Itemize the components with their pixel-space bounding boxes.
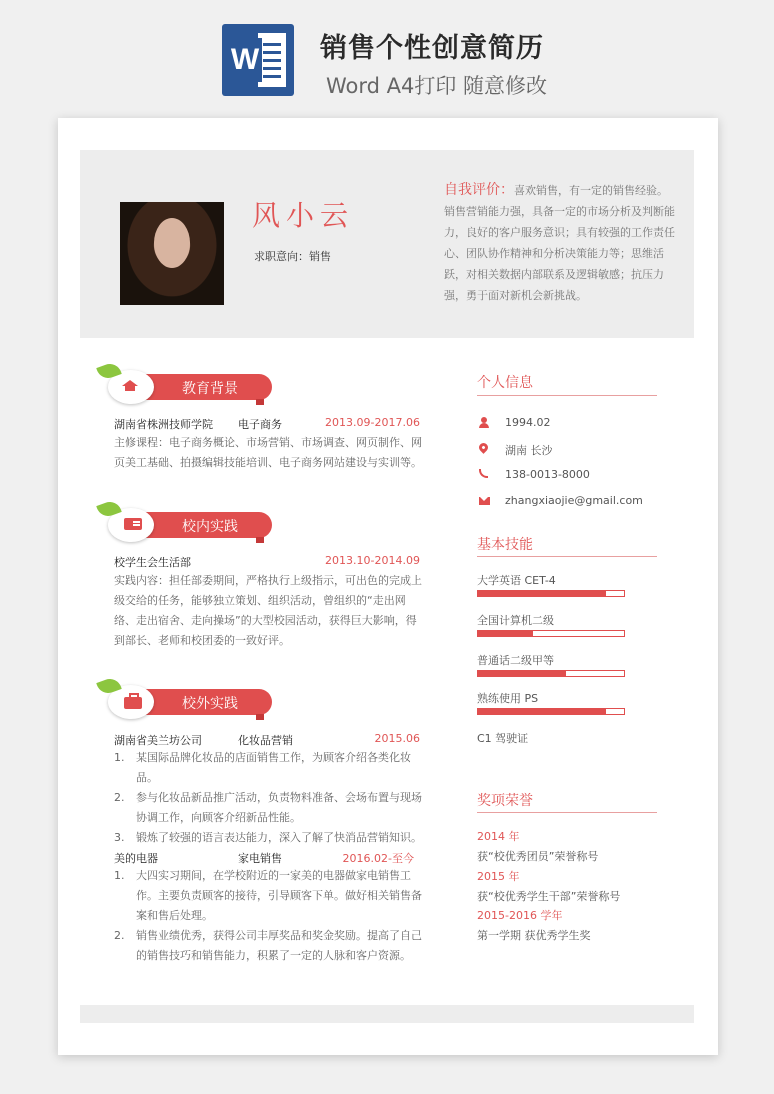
resume-page: 风小云 求职意向：销售 自我评价：喜欢销售，有一定的销售经验。销售营销能力强，具备一定的市场分析及判断能力，良好的客户服务意识；具有较强的工作责任心、团队协作精神和分析决策能力等；思维活跃，对相关数据内部联系及逻辑敏感；抗压力强，勇于面对新机会新挑战。 教育背景 湖南省株洲技师学院 电子商务 2013.09-2017.06 主修课程：电子商务概论、市场营销、市场调查、网页制作、网页美工基础、拍摄编辑技能培训、电子商务网站建设与实训等。 校内实践 校学生会生活部 2013.10-2014.09 实践内容：担任部委期间，严格执行上级指示，可出色的完成上级交给的任务，能够独立策划、组织活动，曾组织的“走出网络、走出宿舍、走向操场”的大型校园活动，获得巨大影响，得到部长、老师和校团委的一致好评。 校外实践 湖南省美兰坊公司 化妆品营销 2015.06 1. 某国际品牌化妆品的店面销售工作，为顾客介绍各类化妆品。 2. 参与化妆品新品推广活动，负责物料准备、会场布置与现场协调工作，向顾客介绍新品性能。 3. 锻炼了较强的语言表达能力，深入了解了快消品营销知识。 美的电器 家电销售 2016.02-至今 1. 大四实习期间，在学校附近的一家美的电器做家电销售工作。主要负责顾客的接待，引导顾客下单。做好相关销售备案和售后处理。 2. 销售业绩优秀，获得公司丰厚奖品和奖金奖励。提高了自己的销售技巧和销售能力，积累了一定的人脉和客户资源。 个人信息 1994.02 湖南 长沙 138-0013-8000 zhangxiaojie@gmail.com 基本技能 大学英语 CET-4 全国计算机二级 普通话二级甲等 熟练使用 PS C1 驾驶证 奖项荣誉 2014 年 获“校优秀团员”荣誉称号 2015 年 获“校优秀学生干部”荣誉称号 2015-2016 学年 第一学期 获优秀学生奖 [58, 118, 718, 1055]
person-icon [479, 417, 490, 428]
skill-item: 熟练使用 PS [477, 690, 627, 706]
job-role: 家电销售 [238, 852, 282, 865]
banner-title: 销售个性创意简历 [320, 33, 544, 64]
section-title: 校内实践 [182, 519, 238, 535]
job-period: 2016.02-至今 [342, 852, 414, 865]
major: 电子商务 [238, 418, 282, 431]
list-item: 1. 大四实习期间，在学校附近的一家美的电器做家电销售工作。主要负责顾客的接待，引导顾客下单。做好相关销售备案和售后处理。 [114, 869, 422, 922]
skill-item: 普通话二级甲等 [477, 652, 627, 668]
skill-item: 大学英语 CET-4 [477, 572, 627, 588]
award-text: 第一学期 获优秀学生奖 [477, 929, 591, 942]
skill-bar [477, 630, 625, 637]
skills-title: 基本技能 [477, 537, 533, 553]
job-duties [114, 748, 424, 848]
word-logo-icon [222, 24, 294, 96]
award-year: 2015 年 [477, 870, 520, 883]
self-eval-text: 喜欢销售，有一定的销售经验。销售营销能力强，具备一定的市场分析及判断能力，良好的客户服务意识；具有较强的工作责任心、团队协作精神和分析决策能力等；思维活跃，对相关数据内部联系及逻辑敏感；抗压力强，勇于面对新机会新挑战。 [444, 184, 675, 302]
education-period: 2013.09-2017.06 [325, 416, 420, 429]
job-company: 美的电器 [114, 852, 158, 865]
job-company: 湖南省美兰坊公司 [114, 734, 202, 747]
skill-bar [477, 590, 625, 597]
skill-bar [477, 708, 625, 715]
divider [477, 395, 657, 396]
footer-band [80, 1005, 694, 1023]
campus-org: 校学生会生活部 [114, 556, 191, 569]
banner-subtitle: Word A4打印 随意修改 [326, 74, 548, 98]
education-courses: 主修课程：电子商务概论、市场营销、市场调查、网页制作、网页美工基础、拍摄编辑技能培训、电子商务网站建设与实训等。 [114, 436, 422, 469]
school-name: 湖南省株洲技师学院 [114, 418, 213, 431]
self-eval-label: 自我评价： [444, 182, 514, 198]
header-band [80, 150, 694, 338]
divider [477, 556, 657, 557]
word-logo-letter: W [228, 38, 262, 82]
section-title: 教育背景 [182, 381, 238, 397]
award-year: 2015-2016 学年 [477, 909, 563, 922]
award-year: 2014 年 [477, 830, 520, 843]
candidate-name: 风小云 [252, 199, 355, 232]
list-item: 2. 参与化妆品新品推广活动，负责物料准备、会场布置与现场协调工作，向顾客介绍新品性能。 [114, 791, 422, 824]
graduation-cap-icon [122, 380, 138, 386]
phone-icon [479, 469, 488, 478]
mail-icon [479, 497, 490, 505]
award-text: 获“校优秀团员”荣誉称号 [477, 850, 599, 863]
self-evaluation [444, 180, 676, 306]
divider [477, 812, 657, 813]
skill-bar [477, 670, 625, 677]
briefcase-icon [124, 697, 142, 709]
personal-info-title: 个人信息 [477, 375, 533, 391]
campus-content: 实践内容：担任部委期间，严格执行上级指示，可出色的完成上级交给的任务，能够独立策划、组织活动，曾组织的“走出网络、走出宿舍、走向操场”的大型校园活动，获得巨大影响，得到部长、老师和校团委的一致好评。 [114, 574, 422, 647]
location-icon [477, 441, 490, 454]
job-duties [114, 866, 424, 966]
campus-period: 2013.10-2014.09 [325, 554, 420, 567]
list-item: 2. 销售业绩优秀，获得公司丰厚奖品和奖金奖励。提高了自己的销售技巧和销售能力，积累了一定的人脉和客户资源。 [114, 929, 422, 962]
skill-extra: C1 驾驶证 [477, 732, 529, 745]
job-role: 化妆品营销 [238, 734, 293, 747]
section-title: 校外实践 [182, 696, 238, 712]
profile-photo [120, 202, 224, 305]
awards-title: 奖项荣誉 [477, 793, 533, 809]
section-external-header [98, 683, 274, 717]
banner [0, 0, 774, 110]
section-campus-header [98, 506, 274, 540]
job-period: 2015.06 [374, 732, 420, 745]
id-card-icon [124, 518, 142, 530]
skill-item: 全国计算机二级 [477, 612, 627, 628]
job-intent: 求职意向：销售 [254, 250, 331, 263]
list-item: 3. 锻炼了较强的语言表达能力，深入了解了快消品营销知识。 [114, 831, 422, 844]
list-item: 1. 某国际品牌化妆品的店面销售工作，为顾客介绍各类化妆品。 [114, 751, 411, 784]
award-text: 获“校优秀学生干部”荣誉称号 [477, 890, 621, 903]
section-education-header [98, 368, 274, 402]
